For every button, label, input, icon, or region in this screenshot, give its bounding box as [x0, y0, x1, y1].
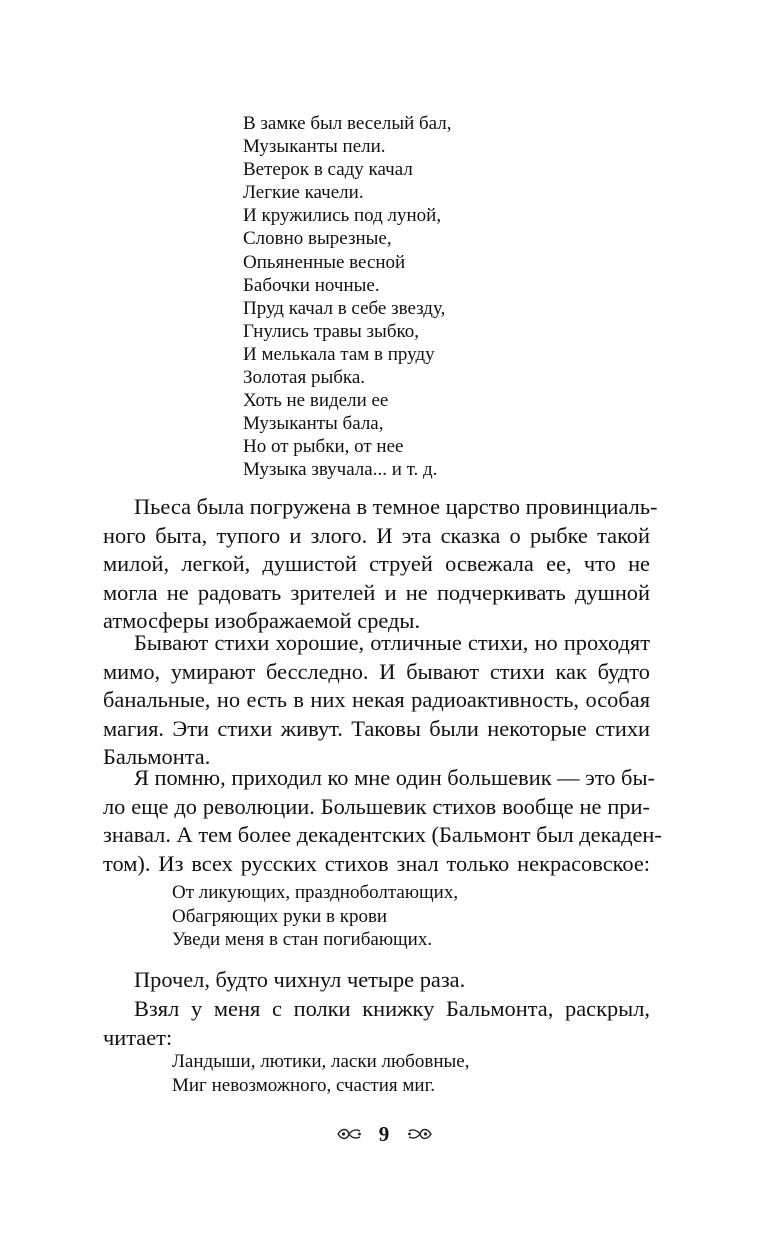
prose-paragraph [103, 493, 658, 636]
prose-paragraph [103, 966, 650, 995]
poem-line: И мелькала там в пруду [243, 343, 435, 365]
poem-line: Уведи меня в стан погибающих. [172, 929, 433, 950]
poem-line: Ветерок в саду качал [243, 159, 413, 181]
prose-line: Пьеса была погружена в темное царство провинциаль- [134, 494, 658, 519]
prose-line: Я помню, приходил ко мне один большевик — это бы- [134, 765, 655, 790]
poem-stanza [172, 881, 652, 952]
poem-line: Золотая рыбка. [243, 367, 366, 389]
fleuron-left-icon [336, 1125, 362, 1143]
prose-line: мимо, умирают бесследно. И бывают стихи как будто [103, 658, 650, 684]
poem-line: Опьяненные весной [243, 251, 406, 273]
prose-line: Бальмонта. [103, 744, 211, 770]
prose-line: Бывают стихи хорошие, отличные стихи, но проходят [134, 630, 650, 655]
poem-line: В замке был веселый бал, [243, 113, 452, 134]
prose-paragraph [103, 764, 662, 878]
poem-stanza [172, 1050, 652, 1097]
poem-line: И кружились под луной, [243, 205, 442, 227]
poem-line: Гнулись травы зыбко, [243, 320, 420, 342]
poem-line: Словно вырезные, [243, 228, 392, 250]
prose-line: атмосферы изображаемой среды. [103, 608, 421, 634]
poem-line: От ликующих, праздноболтающих, [172, 882, 459, 903]
prose-line: милой, легкой, душистой струей освежала ее, что не [103, 551, 650, 577]
poem-line: Ландыши, лютики, ласки любовные, [172, 1051, 470, 1072]
poem-line: Музыканты пели. [243, 136, 386, 158]
prose-line: Взял у меня с полки книжку Бальмонта, раскрыл, [134, 996, 650, 1021]
poem-line: Но от рыбки, от нее [243, 436, 404, 458]
poem-stanza [243, 112, 663, 482]
prose-line: могла не радовать зрителей и не подчеркивать душной [103, 579, 650, 605]
prose-line: читает: [103, 1024, 173, 1050]
poem-line: Бабочки ночные. [243, 274, 380, 296]
prose-paragraph [103, 995, 650, 1052]
poem-line: Хоть не видели ее [243, 390, 389, 412]
poem-line: Легкие качели. [243, 182, 364, 204]
poem-line: Музыка звучала... и т. д. [243, 459, 438, 481]
page-number: 9 [378, 1122, 390, 1147]
poem-line: Миг невозможного, счастия миг. [172, 1074, 435, 1096]
prose-line: том). Из всех русских стихов знал только некрасовское: [103, 850, 650, 876]
page-footer [0, 1119, 768, 1147]
prose-line: знавал. А тем более декадентских (Бальмонт был декаден- [103, 822, 662, 848]
prose-line: банальные, но есть в них некая радиоактивность, особая [103, 687, 650, 713]
poem-line: Музыканты бала, [243, 413, 384, 435]
fleuron-right-icon [407, 1125, 433, 1143]
prose-line: магия. Эти стихи живут. Таковы были некоторые стихи [103, 715, 650, 741]
prose-line: ло еще до революции. Большевик стихов вообще не при- [103, 793, 650, 819]
prose-line: Прочел, будто чихнул четыре раза. [134, 967, 466, 992]
poem-line: Обагряющих руки в крови [172, 905, 388, 927]
poem-line: Пруд качал в себе звезду, [243, 297, 446, 319]
prose-line: ного быта, тупого и злого. И эта сказка о рыбке такой [103, 522, 650, 548]
prose-paragraph [103, 629, 650, 772]
